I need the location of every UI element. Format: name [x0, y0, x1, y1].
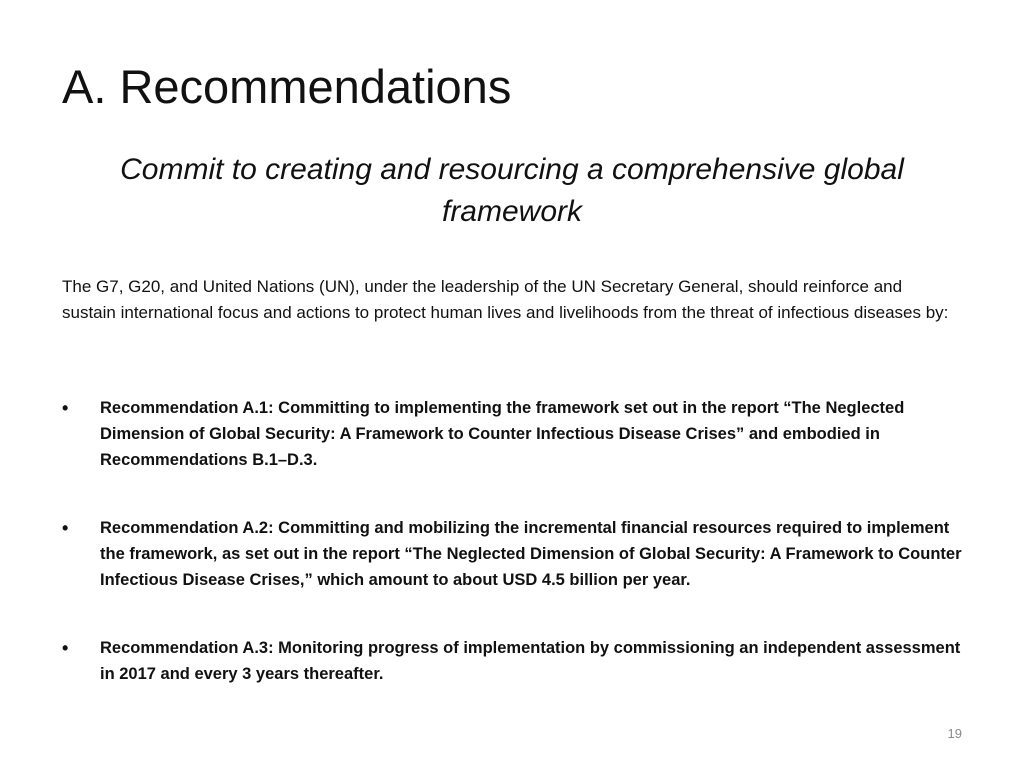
recommendation-text: Recommendation A.1: Committing to implementing the framework set out in the report “The Neglected Dimension of Global Security: A Framework to Counter Infectious Disease Crises” and embodied in Recommendations B.1–D.3. [100, 399, 905, 469]
bullet-icon: • [62, 518, 69, 538]
slide-subtitle: Commit to creating and resourcing a comprehensive global framework [120, 153, 904, 228]
list-item [62, 635, 967, 687]
bullet-icon: • [62, 398, 69, 418]
recommendation-text: Recommendation A.2: Committing and mobilizing the incremental financial resources required to implement the framework, as set out in the report “The Neglected Dimension of Global Security: A Framework to Counter Infectious Disease Crises,” which amount to about USD 4.5 billion per year. [100, 519, 962, 589]
page-number: 19 [947, 726, 962, 741]
recommendation-list [62, 395, 967, 687]
slide-title: A. Recommendations [62, 60, 512, 113]
recommendation-text: Recommendation A.3: Monitoring progress of implementation by commissioning an independent assessment in 2017 and every 3 years thereafter. [100, 639, 961, 683]
list-item [62, 395, 967, 473]
list-item [62, 515, 967, 593]
intro-paragraph: The G7, G20, and United Nations (UN), under the leadership of the UN Secretary General, should reinforce and sustain international focus and actions to protect human lives and livelihoods from the threat of infectious diseases by: [62, 277, 949, 322]
bullet-icon: • [62, 638, 69, 658]
